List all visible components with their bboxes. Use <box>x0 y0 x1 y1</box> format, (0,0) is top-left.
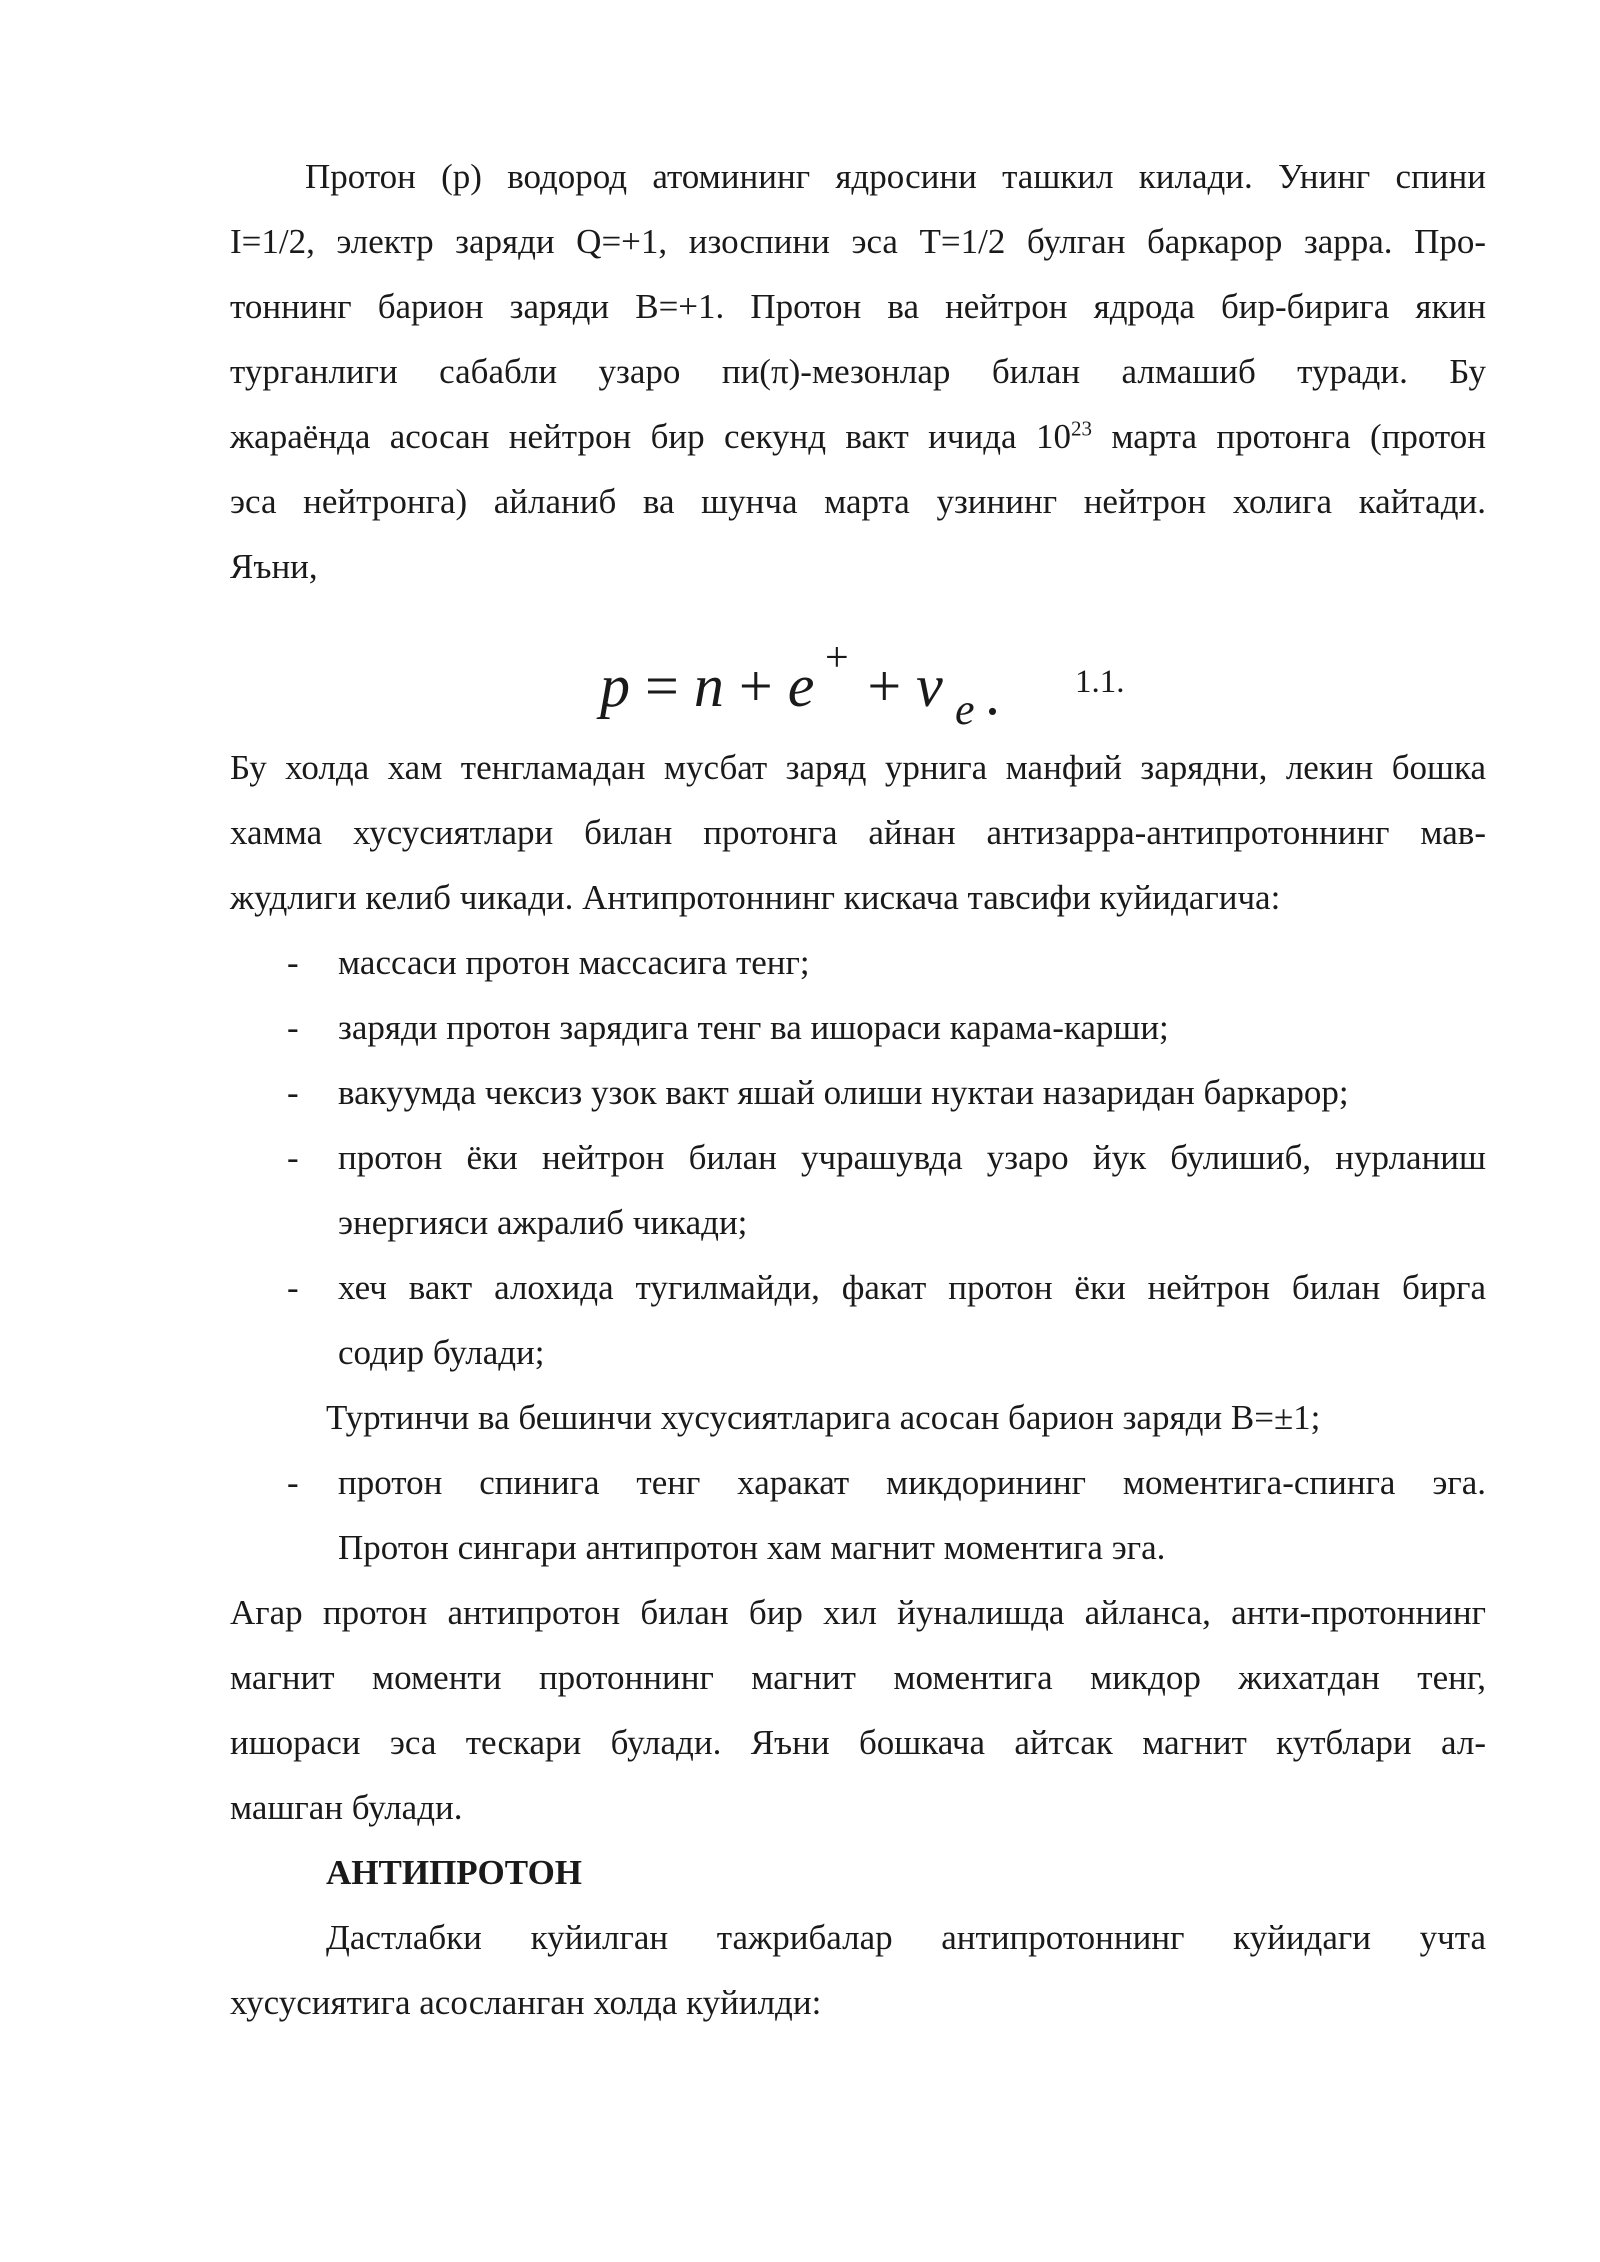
list-bullet: - <box>287 943 299 982</box>
paragraph-line: хамма хусусиятлари билан протонга айнан антизарра-антипротоннинг мав- <box>230 813 1486 852</box>
list-item: заряди протон зарядига тенг ва ишораси карама-карши; <box>338 1008 1169 1047</box>
formula-number: 1.1. <box>1075 664 1125 700</box>
formula <box>600 635 1160 742</box>
list-item: массаси протон массасига тенг; <box>338 943 810 982</box>
paragraph-line: турганлиги сабабли узаро пи(π)-мезонлар билан алмашиб туради. Бу <box>230 352 1486 391</box>
list-item: протон спинига тенг харакат микдорининг моментига-спинга эга. <box>338 1463 1486 1502</box>
paragraph-line: жудлиги келиб чикади. Антипротоннинг кискача тавсифи куйидагича: <box>230 878 1281 917</box>
paragraph-line <box>230 415 1486 459</box>
list-bullet: - <box>287 1268 299 1307</box>
paragraph-line: Яъни, <box>230 547 318 586</box>
list-bullet: - <box>287 1138 299 1177</box>
paragraph-line: магнит моменти протоннинг магнит моментига микдор жихатдан тенг, <box>230 1658 1486 1697</box>
section-heading: АНТИПРОТОН <box>326 1853 583 1892</box>
paragraph-line: Дастлабки куйилган тажрибалар антипротоннинг куйидаги учта <box>326 1918 1486 1957</box>
formula-period: . <box>985 661 1000 727</box>
formula-symbol: ν <box>916 653 943 719</box>
list-bullet: - <box>287 1008 299 1047</box>
formula-superscript: + <box>825 635 849 681</box>
formula-operator: + <box>723 653 788 719</box>
paragraph-line: тоннинг барион заряди В=+1. Протон ва нейтрон ядрода бир-бирига якин <box>230 287 1486 326</box>
list-item: протон ёки нейтрон билан учрашувда узаро йук булишиб, нурланиш <box>338 1138 1486 1177</box>
list-item-continuation: содир булади; <box>338 1333 545 1372</box>
superscript: 23 <box>1070 416 1092 441</box>
formula-subscript: e <box>955 685 975 734</box>
list-item-continuation: Протон сингари антипротон хам магнит моментига эга. <box>338 1528 1166 1567</box>
formula-expression <box>600 652 943 721</box>
paragraph-line: Бу холда хам тенгламадан мусбат заряд урнига манфий зарядни, лекин бошка <box>230 748 1486 787</box>
paragraph-line: ишораси эса тескари булади. Яъни бошкача айтсак магнит кутблари ал- <box>230 1723 1486 1762</box>
formula-operator: + <box>852 653 917 719</box>
list-bullet: - <box>287 1073 299 1112</box>
list-item: хеч вакт алохида тугилмайди, факат протон ёки нейтрон билан бирга <box>338 1268 1486 1307</box>
paragraph-line: Протон (р) водород атомининг ядросини ташкил килади. Унинг спини <box>305 157 1486 196</box>
formula-symbol: p <box>600 653 630 719</box>
text-fragment: жараёнда асосан нейтрон бир секунд вакт ичида 10 <box>230 417 1071 456</box>
paragraph-line: машган булади. <box>230 1788 463 1827</box>
list-item: вакуумда чексиз узок вакт яшай олиши нуктаи назаридан баркарор; <box>338 1073 1349 1112</box>
formula-symbol: n <box>693 653 724 719</box>
paragraph-line: I=1/2, электр заряди Q=+1, изоспини эса Т=1/2 булган баркарор зарра. Про- <box>230 222 1486 261</box>
formula-symbol: e <box>787 653 815 719</box>
paragraph-line: хусусиятига асосланган холда куйилди: <box>230 1983 822 2022</box>
list-item-continuation: энергияси ажралиб чикади; <box>338 1203 748 1242</box>
paragraph-line: эса нейтронга) айланиб ва шунча марта узининг нейтрон холига кайтади. <box>230 482 1486 521</box>
list-bullet: - <box>287 1463 299 1502</box>
list-note: Туртинчи ва бешинчи хусусиятларига асосан барион заряди В=±1; <box>326 1398 1321 1437</box>
formula-operator: = <box>630 653 694 719</box>
paragraph-line: Агар протон антипротон билан бир хил йуналишда айланса, анти-протоннинг <box>230 1593 1486 1632</box>
text-fragment: марта протонга (протон <box>1091 417 1486 456</box>
